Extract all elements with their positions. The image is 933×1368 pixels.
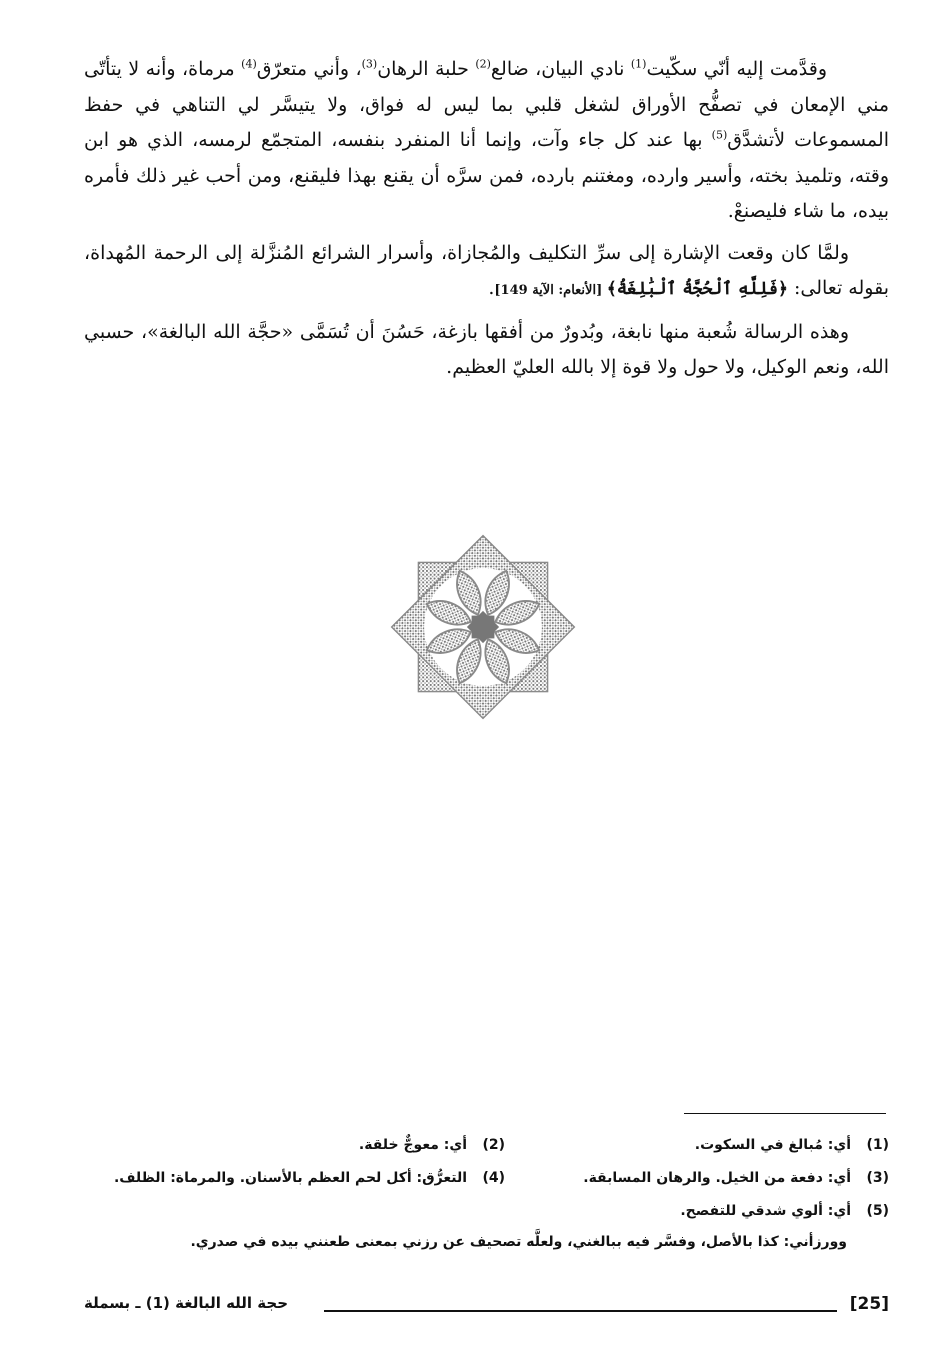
paragraph-2 (84, 236, 889, 309)
footnotes (113, 1128, 889, 1257)
footnote-number: (4) (482, 1169, 505, 1186)
footnote-text: أي: ألوي شدقي للتفصح. (680, 1202, 851, 1219)
footnote-marker: (3) (361, 57, 378, 71)
footnote-4 (113, 1169, 505, 1186)
paragraph-1 (84, 52, 889, 230)
footnote-marker: (5) (711, 128, 728, 142)
paragraph-3 (84, 315, 889, 386)
footnote-3 (505, 1170, 889, 1186)
page-number: [25] (849, 1294, 889, 1314)
footnote-continuation: وورزأني: كذا بالأصل، وفسَّر فيه ببالغني، ولعلَّه تصحيف عن رزني بمعنى طعنني بيده في صدري. (190, 1234, 847, 1250)
footnote-number: (2) (482, 1136, 505, 1153)
text-run: نادي البيان، ضالع (490, 58, 631, 80)
text-run: ولمَّا كان وقعت الإشارة إلى سرِّ التكليف والمُجازاة، وأسرار الشرائع المُنزَّلة إلى الرحمة المُهداة، بقوله تعالى: (84, 241, 889, 299)
quran-verse: ﴿فَلِلَّهِ ٱلْحُجَّةُ ٱلْبَٰلِغَةُ﴾ (606, 279, 788, 299)
footnote-number: (3) (866, 1169, 889, 1186)
text-run: مرماة، وأنه لا يتأتّى مني الإمعان في تصفُّح الأوراق لشغل قلبي بما ليس له فواق، ولا يتيسَّر لي التناهي في حفظ المسموعات لأتشدَّق (84, 58, 889, 151)
running-title: حجة الله البالغة (1) ـ بسملة (84, 1294, 289, 1312)
footnote-marker: (4) (241, 57, 257, 71)
footnote-text: أي: معوجٌّ خلقة. (358, 1136, 467, 1153)
footnote-text: أي: دفعة من الخيل. والرهان المسابقة. (583, 1169, 851, 1186)
verse-reference: [الأنعام: الآية 149] (494, 283, 607, 298)
text-run: . (488, 277, 495, 299)
footnote-number: (1) (866, 1136, 889, 1153)
footnote-separator (684, 1113, 886, 1114)
footnote-row (120, 1128, 889, 1161)
footnote-row (113, 1161, 889, 1194)
footnote-text: التعرُّق: أكل لحم العظم بالأسنان. والمرماة: الظلف. (113, 1169, 467, 1186)
text-run: وقدَّمت إليه أنّي سكّيت (646, 58, 827, 80)
footnote-1 (505, 1137, 889, 1153)
footer-rule (324, 1310, 837, 1312)
eight-point-star-ornament-icon (388, 532, 578, 722)
footnote-text: أي: مُبالغ في السكوت. (694, 1136, 851, 1153)
footnote-marker: (1) (630, 57, 647, 71)
page-footer (84, 1294, 889, 1324)
main-text (84, 52, 889, 392)
footnote-number: (5) (866, 1202, 889, 1219)
footnote-2 (121, 1137, 505, 1153)
footnote-marker: (2) (475, 57, 491, 71)
text-run: بها عند كل جاء وآت، وإنما أنا المنفرد بنفسه، المتجمّع لرمسه، الذي هو ابن وقته، وتلميذ بخته، وأسير وارده، ومغتنم بارده، فمن سرَّه أن يقنع بهذا فليقنع، ومن أحب غير ذلك فأمره بيده، ما شاء فليصنعْ. (84, 129, 889, 222)
text-run: ، وأني متعرّق (256, 58, 362, 80)
text-run: وهذه الرسالة شُعبة منها نابغة، وبُدورٌ من أفقها بازغة، حَسُنَ أن تُسَمَّى «حجَّة الله البالغة»، حسبي الله، ونعم الوكيل، ولا حول ولا قوة إلا بالله العليّ العظيم. (84, 320, 889, 378)
text-run: حلبة الرهان (377, 58, 476, 80)
footnote-row (120, 1194, 889, 1227)
footnote-5 (505, 1203, 889, 1219)
